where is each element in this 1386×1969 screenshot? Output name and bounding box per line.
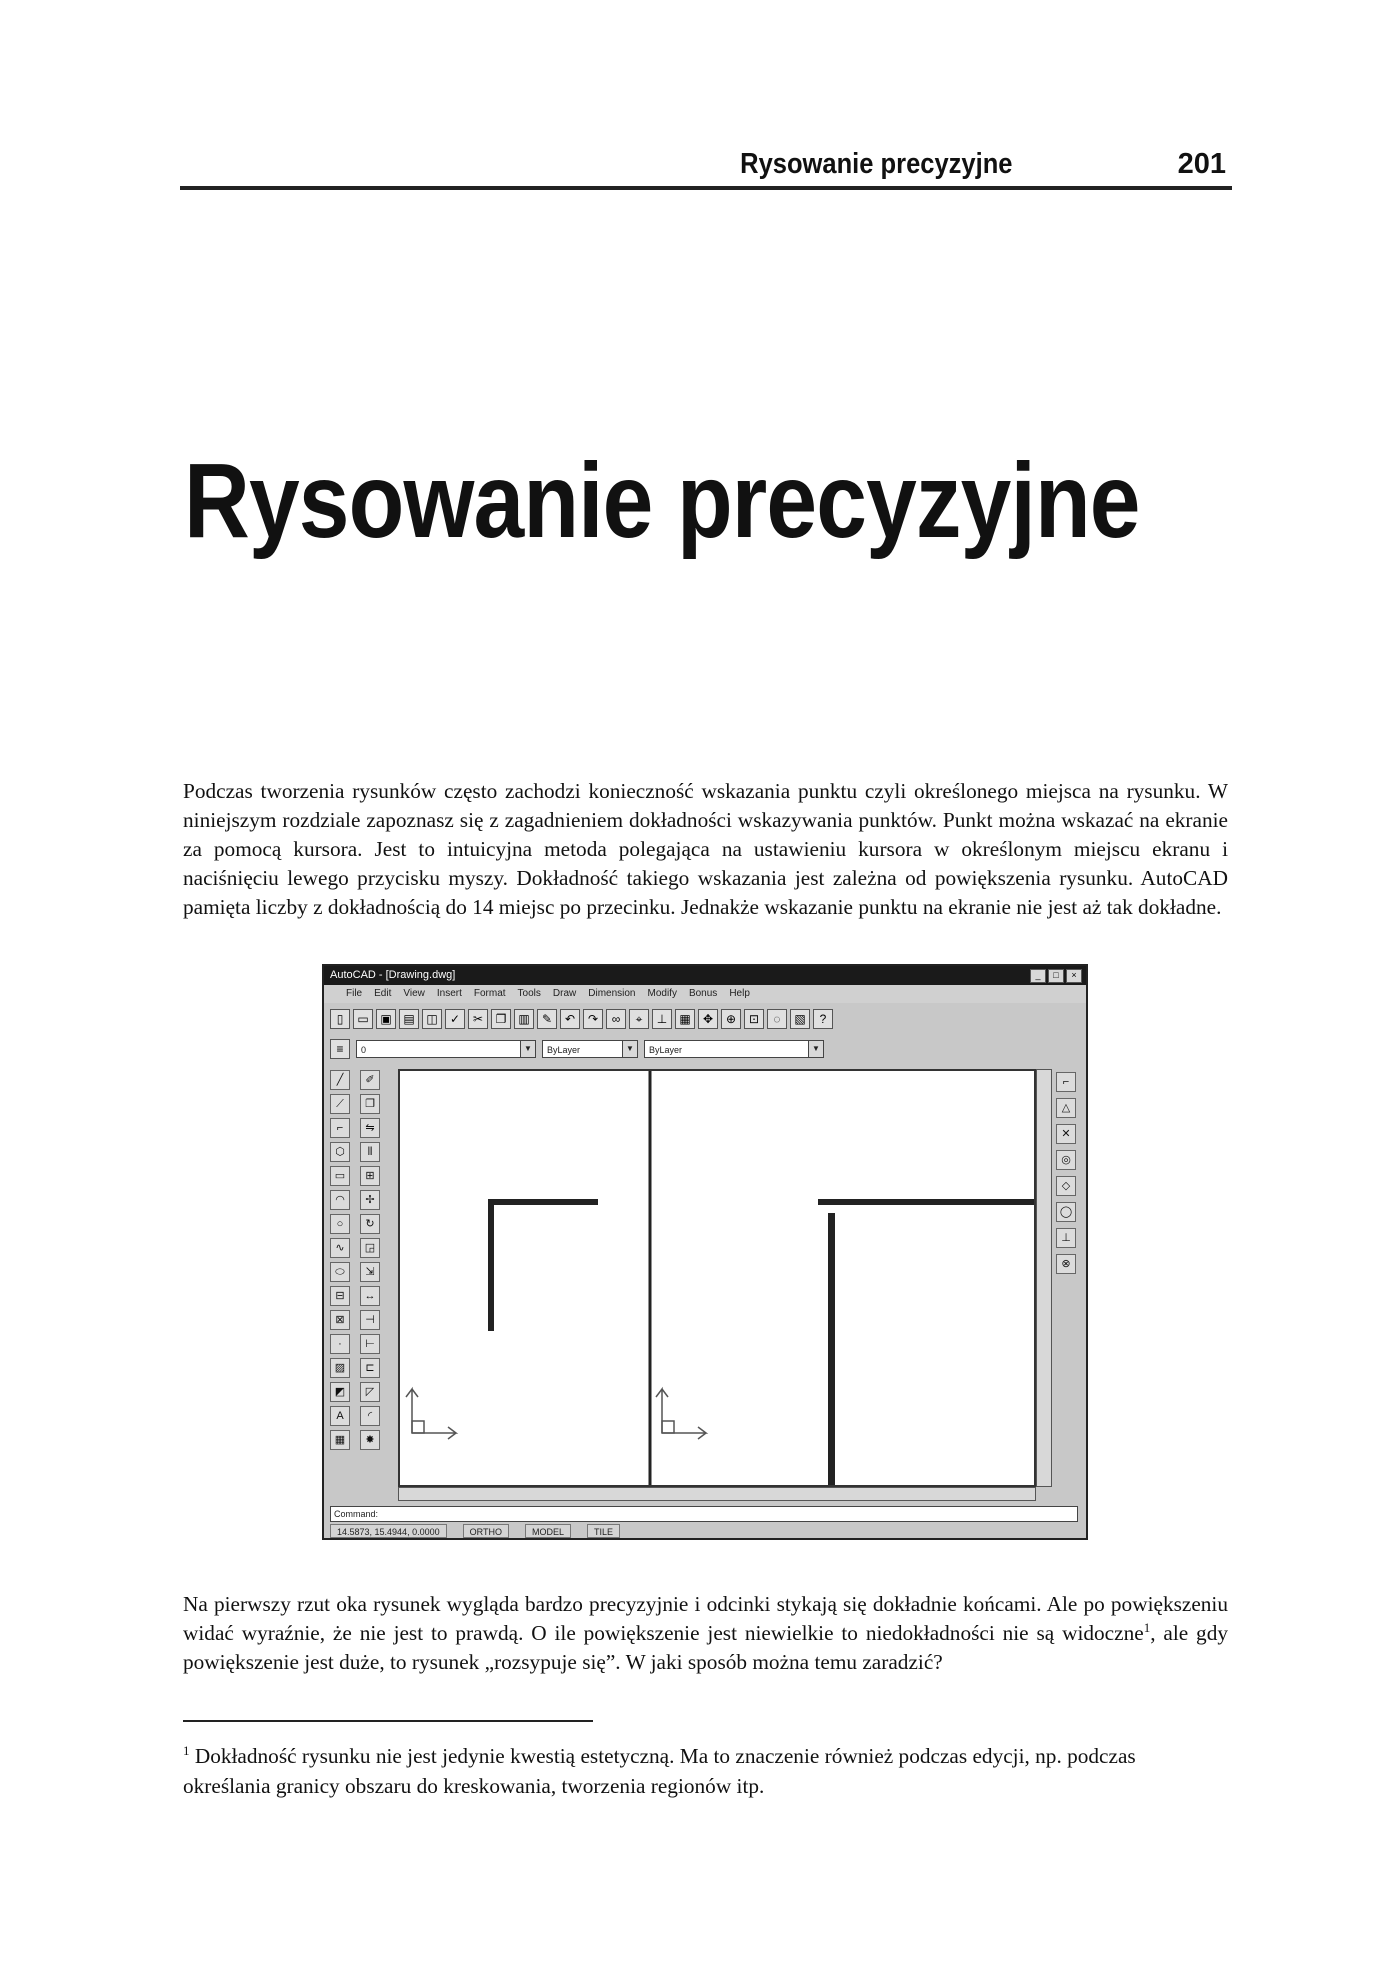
move-icon[interactable]: ✢ xyxy=(360,1190,380,1210)
horizontal-scrollbar[interactable] xyxy=(398,1487,1036,1501)
ellipse-icon[interactable]: ⬭ xyxy=(330,1262,350,1282)
zoom-previous-icon[interactable]: ◌ xyxy=(767,1009,787,1029)
body-paragraph-1: Podczas tworzenia rysunków często zachodzi konieczność wskazania punktu czyli określonego miejsca na rysunku. W niniejszym rozdziale zapoznasz się z zagadnieniem dokładności wskazywania punktów. Punkt można wskazać na ekranie za pomocą kursora. Jest to intuicyjna metoda polegająca na ustawieniu kursora w określonym miejscu ekranu i naciśnięciu lewego przycisku myszy. Dokładność takiego wskazania jest zależna od powiększenia rysunku. AutoCAD pamięta liczby z dokładnością do 14 miejsc po przecinku. Jednakże wskazanie punktu na ekranie nie jest aż tak dokładne. xyxy=(183,779,1228,920)
menu-bonus[interactable]: Bonus xyxy=(688,988,718,999)
snap-perpendicular-icon[interactable]: ⊥ xyxy=(1056,1228,1076,1248)
paste-icon[interactable]: ▥ xyxy=(514,1009,534,1029)
draw-modify-toolbars xyxy=(330,1070,386,1446)
save-icon[interactable]: ▣ xyxy=(376,1009,396,1029)
mtext-icon[interactable]: A xyxy=(330,1406,350,1426)
footnote-number: 1 xyxy=(183,1742,190,1758)
layer-combo[interactable] xyxy=(356,1040,536,1058)
extend-icon[interactable]: ⊢ xyxy=(360,1334,380,1354)
chevron-down-icon[interactable]: ▼ xyxy=(520,1041,535,1057)
spline-icon[interactable]: ∿ xyxy=(330,1238,350,1258)
lengthen-icon[interactable]: ↔ xyxy=(360,1286,380,1306)
break-icon[interactable]: ⊏ xyxy=(360,1358,380,1378)
print-icon[interactable]: ▤ xyxy=(399,1009,419,1029)
window-titlebar xyxy=(324,966,1086,985)
corner-right-horizontal-line xyxy=(818,1199,1034,1205)
paragraph-2-part-1: Na pierwszy rzut oka rysunek wygląda bardzo precyzyjnie i odcinki stykają się dokładnie końcami. Ale po powiększeniu widać wyraźnie, że nie jest to prawdą. O ile powiększenie jest niewielkie to niedokładności nie są widoczne xyxy=(183,1592,1228,1646)
object-snap-toolbar xyxy=(1056,1072,1082,1274)
body-paragraph-2 xyxy=(183,1590,1228,1677)
chapter-title: Rysowanie precyzyjne xyxy=(184,442,1140,560)
properties-icon[interactable]: ▧ xyxy=(790,1009,810,1029)
color-combo-value: ByLayer xyxy=(547,1045,581,1055)
minimize-icon[interactable]: _ xyxy=(1030,969,1046,983)
snap-intersection-icon[interactable]: ✕ xyxy=(1056,1124,1076,1144)
snap-center-icon[interactable]: ◎ xyxy=(1056,1150,1076,1170)
snap-endpoint-icon[interactable]: ⌐ xyxy=(1056,1072,1076,1092)
running-title: Rysowanie precyzyjne xyxy=(739,148,1012,180)
snap-icon[interactable]: ⌖ xyxy=(629,1009,649,1029)
chamfer-icon[interactable]: ◸ xyxy=(360,1382,380,1402)
arc-icon[interactable]: ◠ xyxy=(330,1190,350,1210)
command-line[interactable] xyxy=(330,1506,1078,1522)
standard-toolbar xyxy=(330,1006,1080,1032)
make-block-icon[interactable]: ⊠ xyxy=(330,1310,350,1330)
window-controls xyxy=(1030,969,1082,983)
menu-tools[interactable]: Tools xyxy=(517,988,541,999)
ucs-icon-right xyxy=(656,1389,706,1439)
table-icon[interactable]: ▦ xyxy=(330,1430,350,1450)
menu-dimension[interactable]: Dimension xyxy=(588,988,636,999)
scale-icon[interactable]: ◲ xyxy=(360,1238,380,1258)
vertical-scrollbar[interactable] xyxy=(1036,1069,1052,1487)
region-icon[interactable]: ◩ xyxy=(330,1382,350,1402)
drawing-canvas xyxy=(400,1071,1034,1485)
layer-combo-value: 0 xyxy=(361,1045,367,1055)
polyline-icon[interactable]: ⌐ xyxy=(330,1118,350,1138)
zoom-icon[interactable]: ⊕ xyxy=(721,1009,741,1029)
spell-icon[interactable]: ✓ xyxy=(445,1009,465,1029)
preview-icon[interactable]: ◫ xyxy=(422,1009,442,1029)
ucs-icon-left xyxy=(406,1389,456,1439)
hyperlink-icon[interactable]: ∞ xyxy=(606,1009,626,1029)
erase-icon[interactable]: ✐ xyxy=(360,1070,380,1090)
paragraph-2-part-2: , ale gdy powiększenie jest duże, to rysunek „rozsypuje się”. W jaki sposób można temu zaradzić? xyxy=(183,1621,1228,1675)
ortho-toggle[interactable]: ORTHO xyxy=(463,1524,509,1538)
point-icon[interactable]: · xyxy=(330,1334,350,1354)
coordinates-readout: 14.5873, 15.4944, 0.0000 xyxy=(330,1524,447,1538)
stretch-icon[interactable]: ⇲ xyxy=(360,1262,380,1282)
menu-modify[interactable]: Modify xyxy=(647,988,677,999)
new-icon[interactable]: ▯ xyxy=(330,1009,350,1029)
offset-icon[interactable]: ⫴ xyxy=(360,1142,380,1162)
page-number: 201 xyxy=(1177,148,1226,180)
inquiry-icon[interactable]: ▦ xyxy=(675,1009,695,1029)
snap-node-icon[interactable]: ⊗ xyxy=(1056,1254,1076,1274)
running-header xyxy=(180,148,1232,190)
hatch-icon[interactable]: ▨ xyxy=(330,1358,350,1378)
model-toggle[interactable]: MODEL xyxy=(525,1524,571,1538)
color-combo[interactable] xyxy=(542,1040,638,1058)
chevron-down-icon[interactable]: ▼ xyxy=(622,1041,637,1057)
corner-left-horizontal-line xyxy=(488,1199,598,1205)
footnote xyxy=(183,1741,1228,1801)
snap-quadrant-icon[interactable]: ◇ xyxy=(1056,1176,1076,1196)
footnote-reference[interactable]: 1 xyxy=(1143,1620,1151,1636)
circle-icon[interactable]: ○ xyxy=(330,1214,350,1234)
linetype-combo-value: ByLayer xyxy=(649,1045,683,1055)
ucs-icon[interactable]: ⊥ xyxy=(652,1009,672,1029)
footnote-text: Dokładność rysunku nie jest jedynie kwestią estetyczną. Ma to znaczenie również podczas edycji, np. podczas określania granicy obszaru do kreskowania, tworzenia regionów itp. xyxy=(183,1744,1136,1798)
status-bar xyxy=(330,1524,1078,1538)
menu-file[interactable]: File xyxy=(346,988,363,999)
line-icon[interactable]: ╱ xyxy=(330,1070,350,1090)
chevron-down-icon[interactable]: ▼ xyxy=(808,1041,823,1057)
explode-icon[interactable]: ✸ xyxy=(360,1430,380,1450)
zoom-window-icon[interactable]: ⊡ xyxy=(744,1009,764,1029)
pan-icon[interactable]: ✥ xyxy=(698,1009,718,1029)
properties-toolbar xyxy=(330,1036,1080,1062)
command-prompt: Command: xyxy=(334,1509,379,1519)
copy-icon[interactable]: ❐ xyxy=(491,1009,511,1029)
tile-toggle[interactable]: TILE xyxy=(587,1524,620,1538)
insert-block-icon[interactable]: ⊟ xyxy=(330,1286,350,1306)
redo-icon[interactable]: ↷ xyxy=(583,1009,603,1029)
open-icon[interactable]: ▭ xyxy=(353,1009,373,1029)
snap-tangent-icon[interactable]: ◯ xyxy=(1056,1202,1076,1222)
snap-midpoint-icon[interactable]: △ xyxy=(1056,1098,1076,1118)
fillet-icon[interactable]: ◜ xyxy=(360,1406,380,1426)
rectangle-icon[interactable]: ▭ xyxy=(330,1166,350,1186)
match-icon[interactable]: ✎ xyxy=(537,1009,557,1029)
layers-icon[interactable]: ≡ xyxy=(330,1039,350,1059)
corner-left-vertical-line xyxy=(488,1199,494,1331)
corner-right-vertical-line xyxy=(828,1213,835,1485)
mirror-icon[interactable]: ⇋ xyxy=(360,1118,380,1138)
trim-icon[interactable]: ⊣ xyxy=(360,1310,380,1330)
array-icon[interactable]: ⊞ xyxy=(360,1166,380,1186)
window-title: AutoCAD - [Drawing.dwg] xyxy=(330,969,456,981)
maximize-icon[interactable]: □ xyxy=(1048,969,1064,983)
copy-object-icon[interactable]: ❐ xyxy=(360,1094,380,1114)
undo-icon[interactable]: ↶ xyxy=(560,1009,580,1029)
help-icon[interactable]: ? xyxy=(813,1009,833,1029)
menu-help[interactable]: Help xyxy=(729,988,750,999)
linetype-combo[interactable] xyxy=(644,1040,824,1058)
menu-format[interactable]: Format xyxy=(473,988,506,999)
drawing-area[interactable] xyxy=(398,1069,1036,1487)
autocad-screenshot xyxy=(322,964,1088,1540)
rotate-icon[interactable]: ↻ xyxy=(360,1214,380,1234)
cut-icon[interactable]: ✂ xyxy=(468,1009,488,1029)
close-icon[interactable]: × xyxy=(1066,969,1082,983)
footnote-divider xyxy=(183,1720,593,1722)
menu-bar xyxy=(324,985,1086,1003)
menu-view[interactable]: View xyxy=(403,988,425,999)
menu-draw[interactable]: Draw xyxy=(552,988,577,999)
polygon-icon[interactable]: ⬡ xyxy=(330,1142,350,1162)
menu-edit[interactable]: Edit xyxy=(374,988,392,999)
menu-insert[interactable]: Insert xyxy=(436,988,462,999)
construction-line-icon[interactable]: ⟋ xyxy=(330,1094,350,1114)
